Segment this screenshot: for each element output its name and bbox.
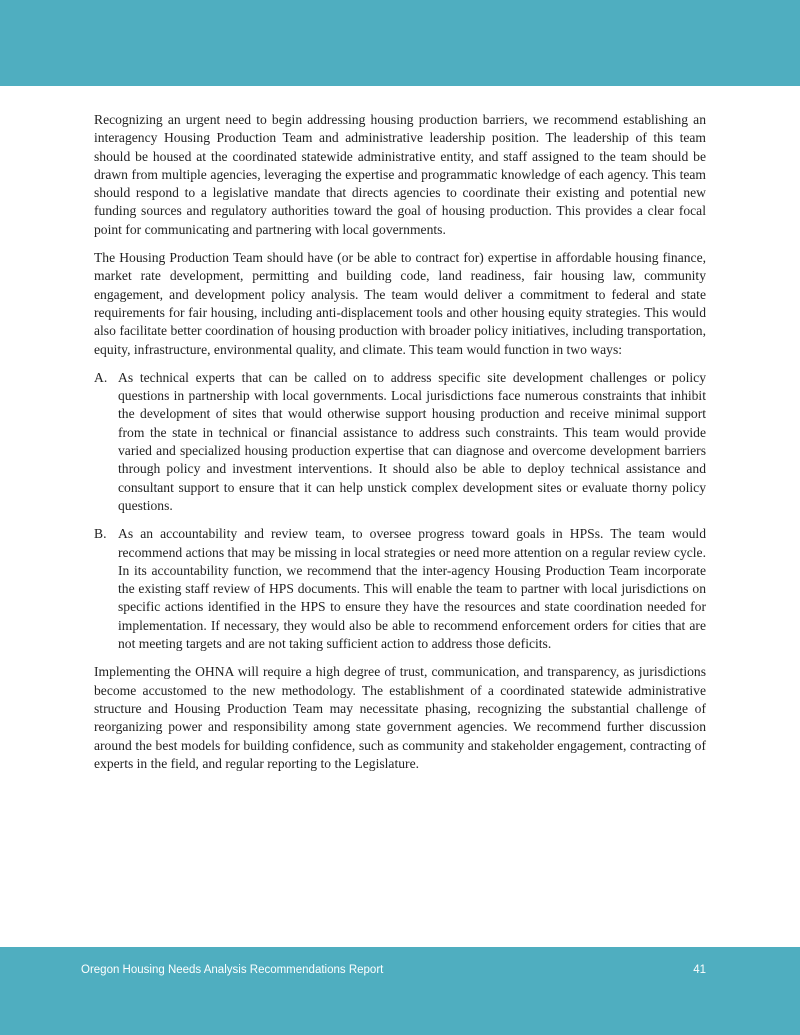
paragraph-team-expertise: The Housing Production Team should have (or be able to contract for) expertise in affordable housing finance, market rate development, permitting and building code, land readiness, fair housing law, community engagement, and development policy analysis. The team would deliver a commitment to federal and state requirements for fair housing, including anti-displacement tools and other housing equity strategies. This would also facilitate better coordination of housing production with broader policy initiatives, including transportation, equity, infrastructure, environmental quality, and climate. This team would function in two ways: — [94, 250, 706, 357]
page-number: 41 — [693, 964, 706, 976]
list-text-a: As technical experts that can be called on to address specific site development challenges or policy questions in partnership with local governments. Local jurisdictions face numerous constraints that inhibit the development of sites that would otherwise support housing production and receive minimal support from the state in technical or financial assistance to address such constraints. This team would provide varied and specialized housing production expertise that can diagnose and overcome development barriers through policy and investment interventions. It should also be able to deploy technical assistance and consultant support to ensure that it can help unstick complex development sites or evaluate thorny policy questions. — [118, 369, 706, 513]
page-content — [94, 111, 706, 783]
footer-report-title: Oregon Housing Needs Analysis Recommendations Report — [81, 964, 384, 976]
paragraph-closing: Implementing the OHNA will require a high degree of trust, communication, and transparency, as jurisdictions become accustomed to the new methodology. The establishment of a coordinated statewide administrative structure and Housing Production Team may necessitate phasing, recognizing the substantial challenge of reorganizing power and responsibility among state government agencies. We recommend further discussion around the best models for building confidence, such as community and stakeholder engagement, contracting of experts in the field, and regular reporting to the Legislature. — [94, 664, 706, 771]
list-item-a — [94, 369, 706, 515]
list-text-b: As an accountability and review team, to oversee progress toward goals in HPSs. The team would recommend actions that may be missing in local strategies or need more attention on a regular review cycle. In its accountability function, we recommend that the inter-agency Housing Production Team incorporate the existing staff review of HPS documents. This will enable the team to partner with local jurisdictions on specific actions identified in the HPS to ensure they have the resources and state coordination needed for implementation. If necessary, they would also be able to recommend enforcement orders for cities that are not meeting targets and are not taking sufficient action to address those deficits. — [118, 526, 706, 652]
list-marker-b: B. — [94, 526, 107, 542]
header-band — [0, 0, 800, 86]
footer-band — [0, 947, 800, 1035]
list-marker-a: A. — [94, 369, 108, 385]
paragraph-intro: Recognizing an urgent need to begin addressing housing production barriers, we recommend establishing an interagency Housing Production Team and administrative leadership position. The leadership of this team should be housed at the coordinated statewide administrative entity, and staff assigned to the team should be drawn from multiple agencies, leveraging the expertise and programmatic knowledge of each agency. This team should respond to a legislative mandate that directs agencies to coordinate their existing and potential new funding sources and regulatory authorities toward the goal of housing production. This provides a clear focal point for communicating and partnering with local governments. — [94, 112, 706, 237]
list-item-b — [94, 525, 706, 653]
